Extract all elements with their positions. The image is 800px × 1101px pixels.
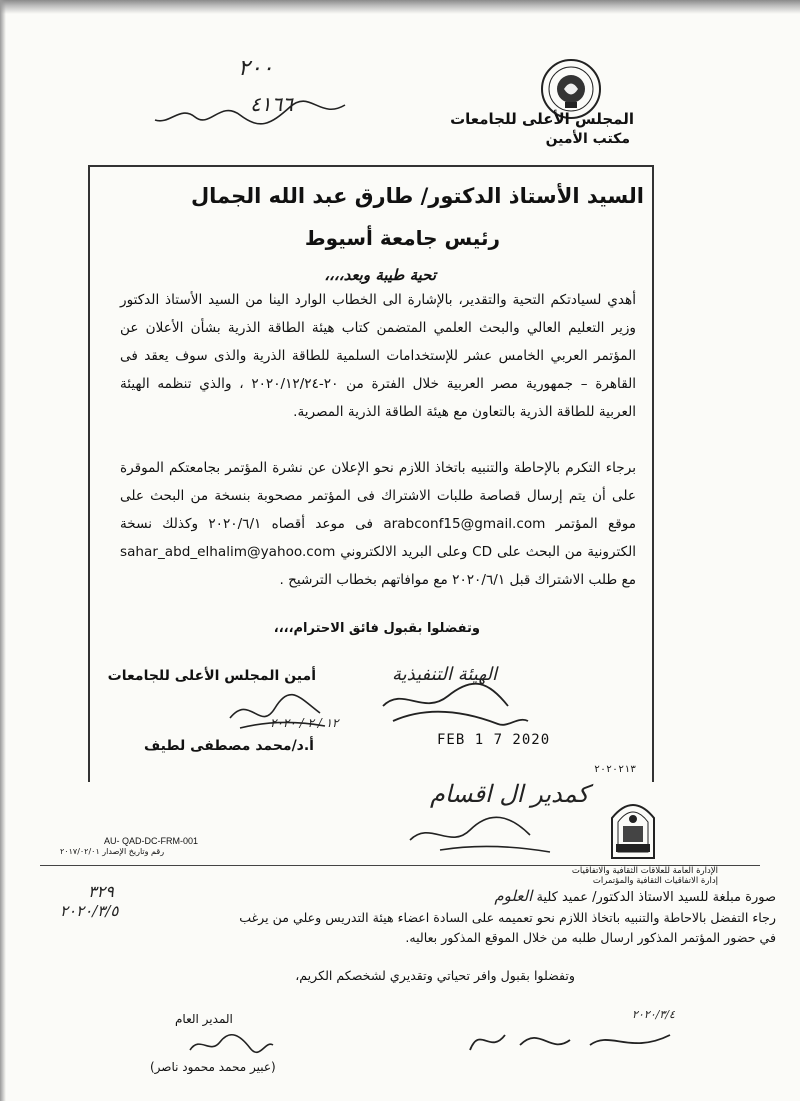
request-line: في حضور المؤتمر المذكور ارسال طلبه من خلال الموقع المذكور بعاليه. — [405, 930, 776, 945]
office-name: مكتب الأمين — [545, 131, 630, 147]
letter-closing: وتفضلوا بقبول فائق الاحترام،،،، — [273, 621, 480, 636]
handwritten-scribble — [400, 800, 570, 860]
handwritten-faculty: العلوم — [494, 887, 533, 905]
forwarding-date: ٢٠٢٠/٣/٤ — [632, 1008, 675, 1021]
university-logo-icon — [608, 792, 658, 860]
handwritten-incoming-number: ٣٢٩ — [88, 882, 114, 901]
form-code: AU- QAD-DC-FRM-001 — [104, 836, 199, 846]
signature-icon — [460, 1015, 680, 1065]
director-name: (عبير محمد محمود ناصر) — [150, 1060, 276, 1074]
handwritten-date: ١٢ / ٢ / ٢٠٢٠ — [270, 716, 339, 730]
director-title: المدير العام — [175, 1012, 233, 1026]
department-line: الإدارة العامة للعلاقات الثقافية والاتفاقيات — [571, 866, 718, 876]
request-line: رجاء التفضل بالاحاطة والتنبيه باتخاذ اللازم نحو تعميمه على السادة اعضاء هيئة التدريس وعلي من يرغب — [239, 910, 776, 925]
signatory-title: أمين المجلس الأعلى للجامعات — [107, 668, 316, 684]
copy-line — [494, 887, 776, 905]
copy-text: صورة مبلغة للسيد الاستاذ الدكتور/ عميد كلية — [536, 890, 776, 905]
signature-icon — [185, 1030, 275, 1060]
handwritten-ref-number: ٤١٦٦ — [250, 92, 293, 116]
recipient-title: السيد الأستاذ الدكتور/ طارق عبد الله الجمال — [190, 184, 644, 208]
handwritten-scribble — [150, 95, 350, 135]
handwritten-note: الهيئة التنفيذية — [392, 664, 498, 685]
date-stamp: FEB 1 7 2020 — [437, 732, 551, 748]
forwarding-closing: وتفضلوا بقبول وافر تحياتي وتقديري لشخصكم الكريم، — [295, 968, 575, 983]
scan-edge — [0, 0, 6, 1101]
letter-paragraph: برجاء التكرم بالإحاطة والتنبيه باتخاذ اللازم نحو الإعلان عن نشرة المؤتمر بجامعتكم الموقرة على أن يتم إرسال قصاصة طلبات الاشتراك فى المؤتمر مصحوبة بنسخة من البحث على موقع المؤتمر arabconf15@gmail.com فى موعد أقصاه ٢٠٢٠/٦/١ وكذلك نسخة الكترونية من البحث على CD وعلى البريد الالكتروني sahar_abd_elhalim@yahoo.com مع طلب الاشتراك قبل ٢٠٢٠/٦/١ مع موافاتهم بخطاب الترشيح . — [120, 460, 636, 588]
stamp-code: ٢٠٢٠٢١٣ — [594, 764, 637, 775]
department-line: إدارة الاتفاقيات الثقافية والمؤتمرات — [592, 876, 718, 886]
greeting: تحية طيبة وبعد،،،، — [324, 266, 436, 284]
form-date: رقم وتاريخ الإصدار ٢٠١٧/٠٢/٠١ — [60, 847, 165, 856]
divider — [40, 865, 760, 866]
signature-icon — [378, 676, 538, 736]
org-name: المجلس الأعلى للجامعات — [450, 110, 634, 128]
signatory-name: أ.د/محمد مصطفى لطيف — [143, 738, 314, 754]
handwritten-incoming-date: ٢٠٢٠/٣/٥ — [60, 902, 119, 920]
handwritten-referral: كمدير ال اقسام — [430, 780, 589, 808]
letter-paragraph: أهدي لسيادتكم التحية والتقدير، بالإشارة الى الخطاب الوارد الينا من السيد الأستاذ الدكتور وزير التعليم العالي والبحث العلمي المتضمن كتاب هيئة الطاقة الذرية بشأن الأعلان عن المؤتمر العربي الخامس عشر للإستخدامات السلمية للطاقة الذرية والذى سوف يعقد فى القاهرة – جمهورية مصر العربية خلال الفترة من ٢٠-٢٠٢٠/١٢/٢٤ ، والذي تنظمه الهيئة العربية للطاقة الذرية بالتعاون مع هيئة الطاقة الذرية المصرية. — [120, 292, 636, 420]
recipient-role: رئيس جامعة أسيوط — [304, 226, 500, 250]
handwritten-mark: ٢٠٠ — [238, 56, 274, 81]
signature-icon — [220, 688, 330, 738]
scan-edge — [0, 0, 800, 14]
